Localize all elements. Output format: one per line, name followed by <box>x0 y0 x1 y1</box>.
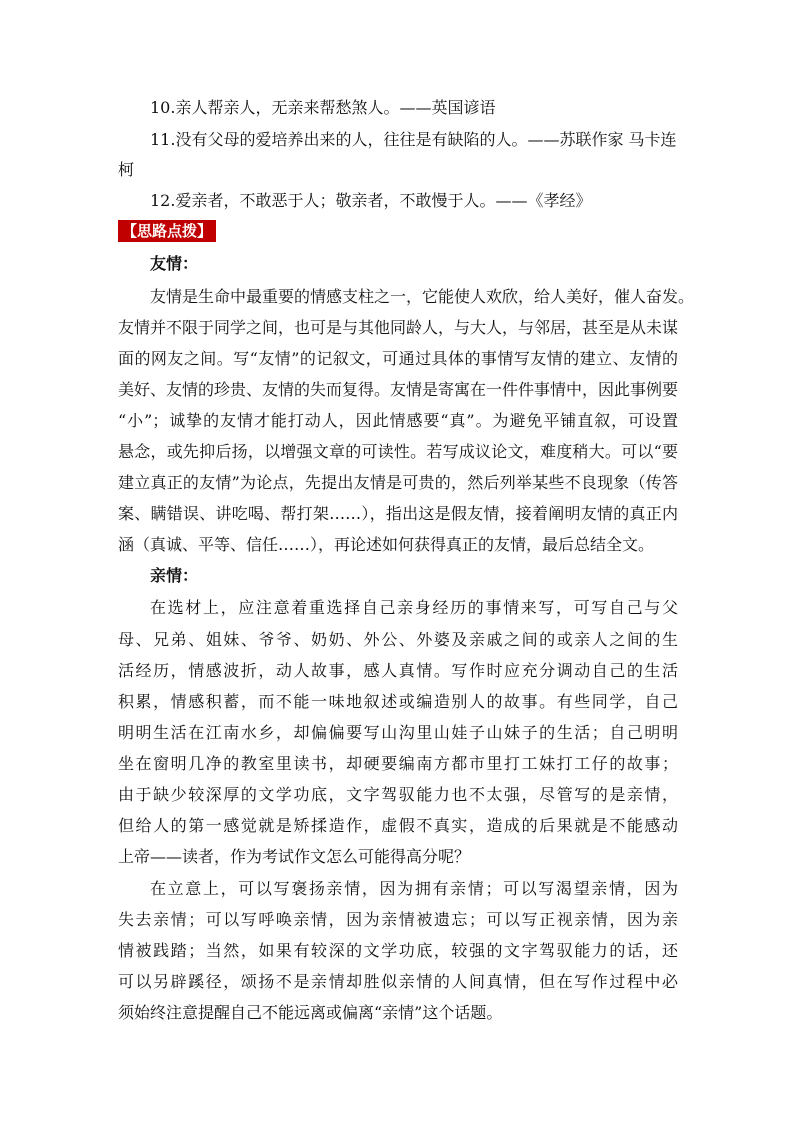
family-line: 上帝——读者，作为考试作文怎么可能得高分呢？ <box>118 847 471 866</box>
quote-11: 11.没有父母的爱培养出来的人，往往是有缺陷的人。——苏联作家 马卡连 <box>150 130 677 149</box>
friendship-line: 友情并不限于同学之间，也可是与其他同龄人，与大人，与邻居，甚至是从未谋 <box>118 318 679 337</box>
section-badge: 【思路点拨】 <box>118 220 216 242</box>
family-line: 可以另辟蹊径，颂扬不是亲情却胜似亲情的人间真情，但在写作过程中必 <box>118 972 678 991</box>
family-line: 须始终注意提醒自己不能远离或偏离“亲情”这个话题。 <box>118 1003 503 1022</box>
family-line: 母、兄弟、姐妹、爷爷、奶奶、外公、外婆及亲戚之间的或亲人之间的生 <box>118 630 678 649</box>
friendship-line: 涵（真诚、平等、信任……），再论述如何获得真正的友情，最后总结全文。 <box>118 535 655 554</box>
family-line: 由于缺少较深厚的文学功底，文字驾驭能力也不太强，尽管写的是亲情， <box>118 785 678 804</box>
family-line: 活经历，情感波折，动人故事，感人真情。写作时应充分调动自己的生活 <box>118 661 678 680</box>
family-line: 情被践踏；当然，如果有较深的文学功底，较强的文字驾驭能力的话，还 <box>118 941 678 960</box>
quote-12: 12.爱亲者，不敢恶于人；敬亲者，不敢慢于人。——《孝经》 <box>150 191 592 210</box>
friendship-line: 案、瞒错误、讲吃喝、帮打架……），指出这是假友情，接着阐明友情的真正内 <box>118 504 678 523</box>
quote-11-continued: 柯 <box>118 160 135 179</box>
family-line: 在立意上，可以写褒扬亲情，因为拥有亲情；可以写渴望亲情，因为 <box>150 879 678 898</box>
friendship-heading: 友情： <box>150 254 199 273</box>
family-line: 但给人的第一感觉就是矫揉造作，虚假不真实，造成的后果就是不能感动 <box>118 816 678 835</box>
friendship-line: 建立真正的友情”为论点，先提出友情是可贵的，然后列举某些不良现象（传答 <box>118 473 678 492</box>
family-line: 坐在窗明几净的教室里读书，却硬要编南方都市里打工妹打工仔的故事； <box>118 754 678 773</box>
quote-10: 10.亲人帮亲人，无亲来帮愁煞人。——英国谚语 <box>150 98 496 117</box>
friendship-line: 友情是生命中最重要的情感支柱之一，它能使人欢欣，给人美好，催人奋发。 <box>150 287 695 306</box>
family-line: 失去亲情；可以写呼唤亲情，因为亲情被遗忘；可以写正视亲情，因为亲 <box>118 910 678 929</box>
friendship-line: 美好、友情的珍贵、友情的失而复得。友情是寄寓在一件件事情中，因此事例要 <box>118 380 679 399</box>
family-line: 积累，情感积蓄，而不能一味地叙述或编造别人的故事。有些同学，自己 <box>118 692 678 711</box>
family-heading: 亲情： <box>150 566 199 585</box>
friendship-line: “小”；诚挚的友情才能打动人，因此情感要“真”。为避免平铺直叙，可设置 <box>118 411 678 430</box>
family-line: 明明生活在江南水乡，却偏偏要写山沟里山娃子山妹子的生活；自己明明 <box>118 723 678 742</box>
family-line: 在选材上，应注意着重选择自己亲身经历的事情来写，可写自己与父 <box>150 598 678 617</box>
friendship-line: 悬念，或先抑后扬，以增强文章的可读性。若写成议论文，难度稍大。可以“要 <box>118 442 678 461</box>
friendship-line: 面的网友之间。写“友情”的记叙文，可通过具体的事情写友情的建立、友情的 <box>118 349 678 368</box>
